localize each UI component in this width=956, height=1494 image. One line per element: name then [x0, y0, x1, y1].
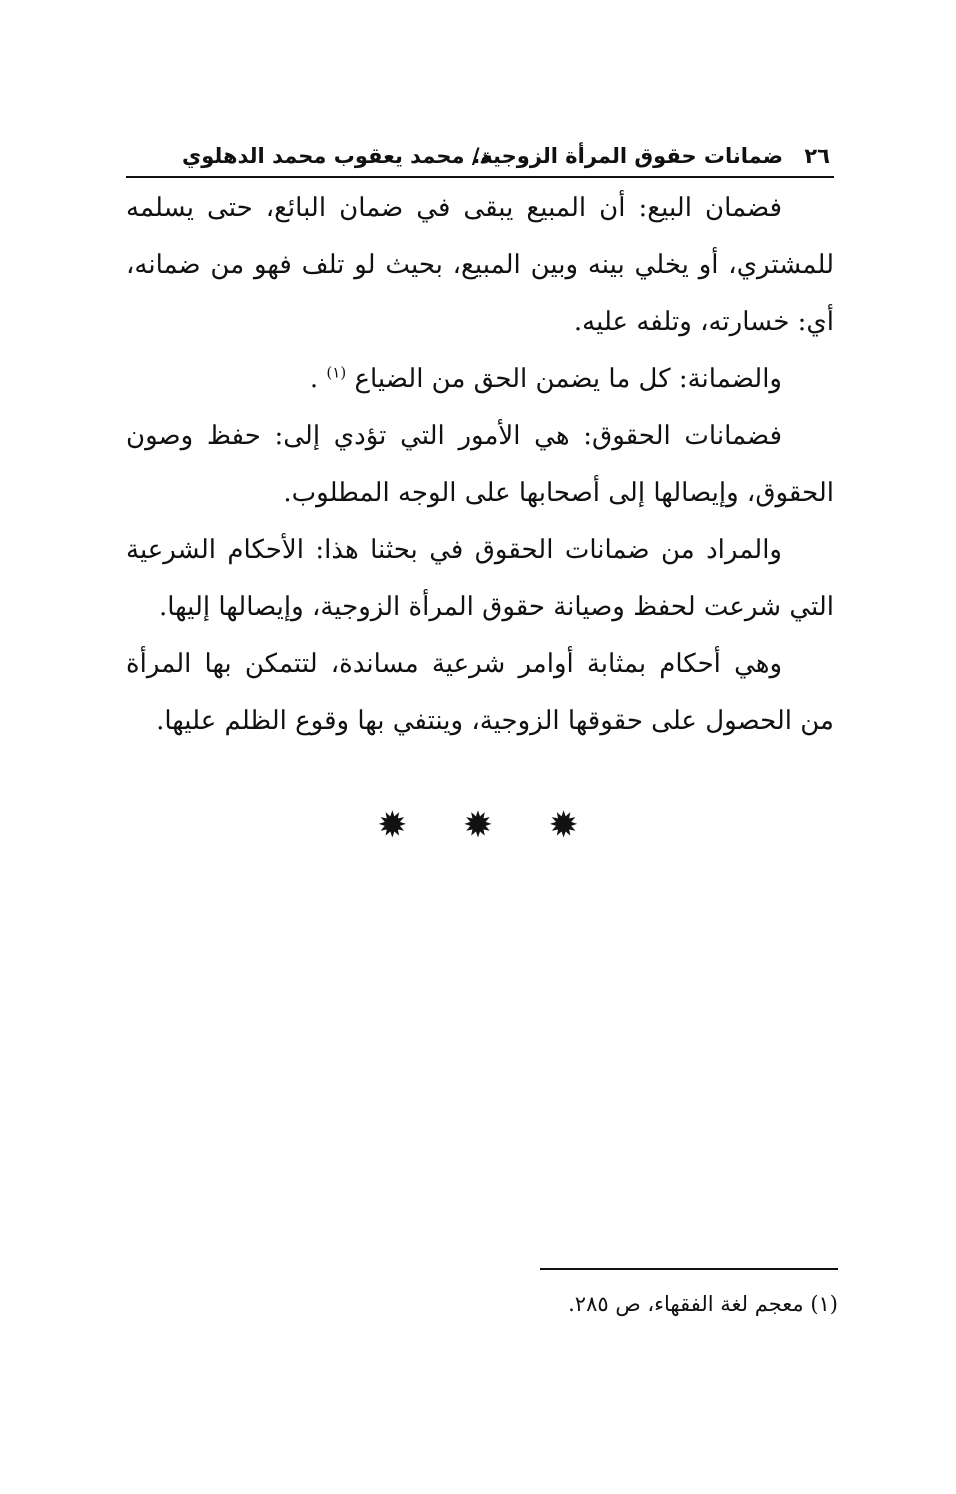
- ornament-icon: ✹: [548, 805, 579, 846]
- paragraph-2: [126, 351, 834, 408]
- section-ornaments: [0, 805, 956, 846]
- header-rule: [126, 176, 834, 178]
- paragraph-1: فضمان البيع: أن المبيع يبقى في ضمان البائع، حتى يسلمه للمشتري، أو يخلي بينه وبين المبيع، بحيث لو تلف فهو من ضمانه، أي: خسارته، وتلفه عليه.: [126, 193, 834, 337]
- book-title: ضمانات حقوق المرأة الزوجية.: [472, 144, 784, 168]
- running-header: [130, 140, 830, 176]
- paragraph-3: فضمانات الحقوق: هي الأمور التي تؤدي إلى: حفظ وصون الحقوق، وإيصالها إلى أصحابها على الوجه المطلوب.: [126, 421, 834, 508]
- ornament-icon: ✹: [377, 805, 408, 846]
- page-number: ٢٦: [804, 144, 830, 168]
- footnote-marker[interactable]: (١): [326, 363, 347, 382]
- paragraph-2-text: والضمانة: كل ما يضمن الحق من الضياع: [354, 364, 782, 394]
- paragraph-5: وهي أحكام بمثابة أوامر شرعية مساندة، لتتمكن بها المرأة من الحصول على حقوقها الزوجية، وينتفي بها وقوع الظلم عليها.: [126, 649, 834, 736]
- author-name: د/ محمد يعقوب محمد الدهلوي: [182, 144, 491, 168]
- paragraph-4: والمراد من ضمانات الحقوق في بحثنا هذا: الأحكام الشرعية التي شرعت لحفظ وصيانة حقوق المرأة الزوجية، وإيصالها إليها.: [126, 535, 834, 622]
- footnote-rule: [540, 1268, 838, 1270]
- paragraph-2-end: .: [309, 364, 319, 394]
- ornament-icon: ✹: [462, 805, 494, 846]
- body-text: [126, 180, 834, 750]
- header-title-group: [472, 144, 830, 168]
- footnote: (١) معجم لغة الفقهاء، ص ٢٨٥.: [568, 1292, 838, 1316]
